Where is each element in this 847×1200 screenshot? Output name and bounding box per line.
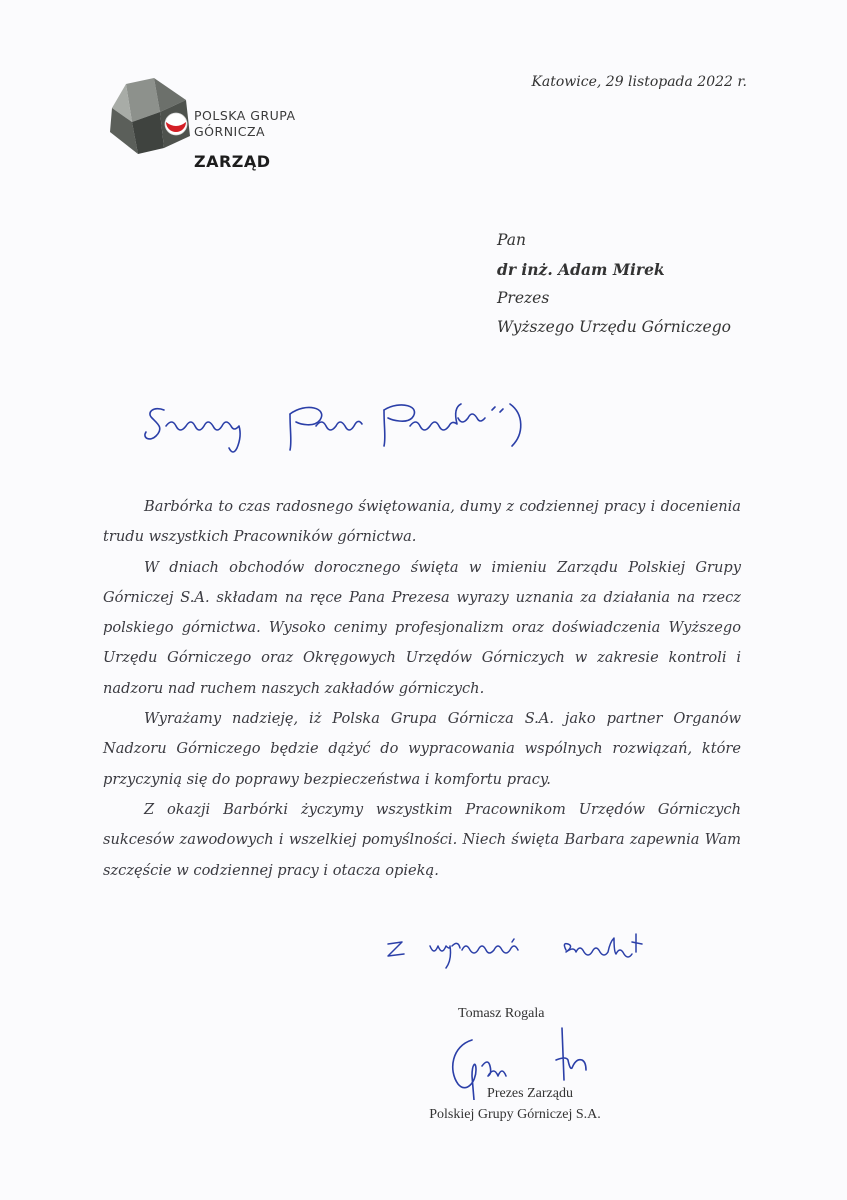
logo-text-line2: GÓRNICZA xyxy=(194,124,266,139)
letter-body xyxy=(103,492,741,886)
logo-text-line1: POLSKA GRUPA xyxy=(194,108,296,123)
letter-date: Katowice, 29 listopada 2022 r. xyxy=(531,74,747,90)
signer-organization: Polskiej Grupy Górniczej S.A. xyxy=(429,1107,601,1122)
body-paragraph-4: Z okazji Barbórki życzymy wszystkim Pracownikom Urzędów Górniczych sukcesów zawodowych i wszelkiej pomyślności. Niech święta Barbara zapewnia Wam szczęście w codziennej pracy i otacza opieką. xyxy=(103,800,741,879)
recipient-organization: Wyższego Urzędu Górniczego xyxy=(497,318,731,336)
body-paragraph-2: W dniach obchodów dorocznego święta w imieniu Zarządu Polskiej Grupy Górniczej S.A. składam na ręce Pana Prezesa wyrazy uznania za działania na rzecz polskiego górnictwa. Wysoko cenimy profesjonalizm oraz doświadczenia Wyższego Urzędu Górniczego oraz Okręgowych Urzędów Górniczych w zakresie kontroli i nadzoru nad ruchem naszych zakładów górniczych. xyxy=(103,558,741,697)
handwritten-closing xyxy=(380,922,710,972)
signer-role: Prezes Zarządu xyxy=(487,1086,573,1101)
body-paragraph-3: Wyrażamy nadzieję, iż Polska Grupa Górnicza S.A. jako partner Organów Nadzoru Górniczego będzie dążyć do wypracowania wspólnych rozwiązań, które przyczynią się do poprawy bezpieczeństwa i komfortu pracy. xyxy=(103,710,741,788)
recipient-title: Prezes xyxy=(497,289,550,307)
recipient-prefix: Pan xyxy=(497,231,526,249)
pgg-logo-icon xyxy=(108,78,192,160)
recipient-name: dr inż. Adam Mirek xyxy=(497,260,665,279)
company-logo xyxy=(108,78,308,178)
signer-name: Tomasz Rogala xyxy=(458,1006,545,1021)
recipient-block xyxy=(497,226,731,342)
body-paragraph-1: Barbórka to czas radosnego świętowania, dumy z codziennej pracy i docenienia trudu wszystkich Pracowników górnictwa. xyxy=(103,498,741,546)
handwritten-salutation xyxy=(140,392,530,462)
department-label: ZARZĄD xyxy=(194,152,271,171)
